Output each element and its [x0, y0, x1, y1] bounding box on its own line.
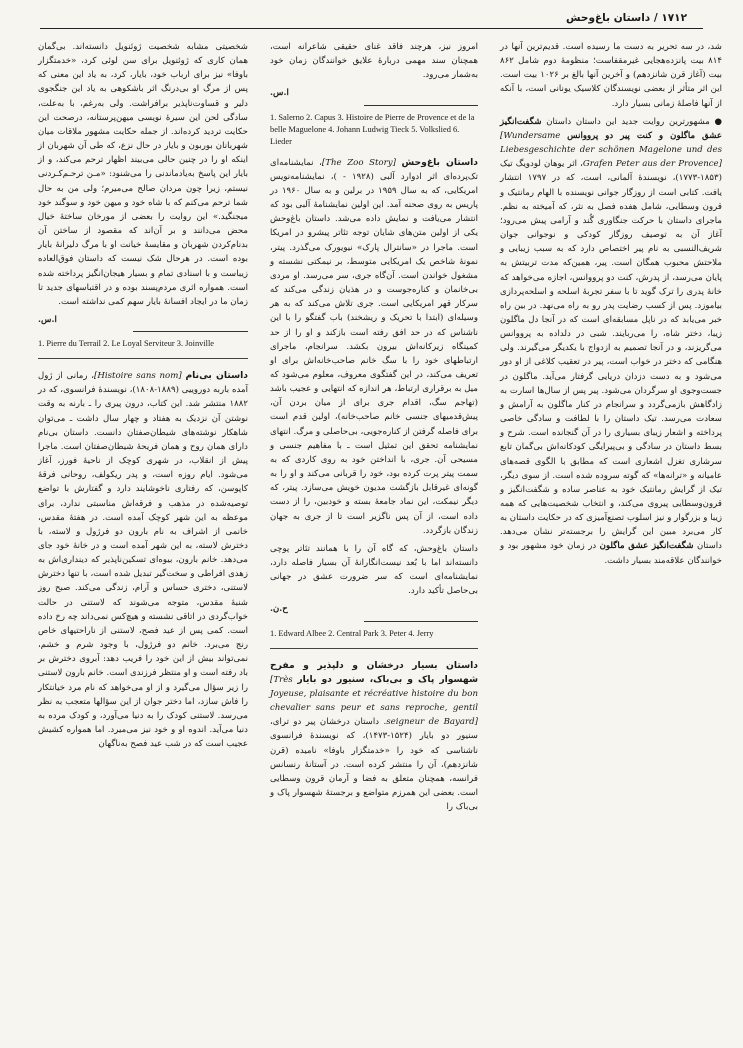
author-initials: ا.س. [38, 314, 57, 325]
header-rule [40, 28, 703, 29]
footnote-separator [133, 331, 249, 332]
body-text-end: در زمان خود مشهور بود و خوانندگان علاقه‌مند بسیار داشت. [500, 541, 722, 566]
author-initials: ا.س. [270, 88, 289, 99]
author-initials: ح.ن. [270, 604, 288, 615]
entry-title: داستان باغ‌وحش [401, 156, 478, 168]
latin-title: [Wundersame Liebesgeschichte der schönen Magelone und des Grafen Peter aus der Provence] [500, 130, 723, 170]
latin-title: [The Zoo Story] [321, 157, 396, 168]
column-middle [270, 40, 478, 818]
work-title-inline: شگفت‌انگیز عشق ماگلون [599, 541, 694, 552]
entry-zoo-story [270, 156, 478, 538]
column-right [500, 40, 722, 572]
entry-title: داستان بسیار درخشان و دلپذیر و مفرح شهسوار پاک و بی‌باک، سنیور دو بایار [270, 659, 479, 685]
work-title: شگفت‌انگیز عشق ماگلون و کنت پیر دو پرووانس [500, 116, 723, 141]
body-text: ، رمانی از ژول آمده باربه دوروییی (۱۸۸۹-۱۸۰۸)، نویسندهٔ فرانسوی، که در ۱۸۸۲ منتشر شد. این کتاب، درون پیری را ـ بارنه به وقت نوشتن آن نزدیک به هفتاد و چهار سال داشت ـ می‌توان شاهکار نوشته‌های شیطان‌صفتان دانست. داستان بی‌نام دارای همان روح و همان فریحهٔ شیطان‌صفتان است. ماجرا پیش از انقلاب، در شهری کوچک از ناحیهٔ فورز، آغاز می‌شود. ایام روزه است، و پدر ریکولف، روحانی فرقهٔ کاپوسن، که رفتاری ناخوشایند دارد و گفتارش با تواضع توصیه‌شده در مذهب و فرقه‌اش مناسبتی ندارد، برای موعظه به این شهر کوچک آمده است. در هفتهٔ مقدس، خانمی از اشراف به نام بارون دو فرژول و لاسته، با دخترش لاسته، به این شهر آمده است و در خانهٔ خود جای می‌دهد. خانم بارون، بیوه‌ای تسکین‌ناپذیر که دینداری‌اش به زهدی افراطی و سخت‌گیر تبدیل شده است، با تنها دخترش لاستنی، دختری حساس و آرام، زندگی می‌کند. صبح روز شنبهٔ مقدس، متوجه می‌شوند که لاستنی در حالت خواب‌گردی در اتاقی نشسته و هیچ‌کس نمی‌داند چه رخ داده است. کمی پس از عید فصح، لاستنی از ناراحتیهای خاص رنج می‌برد. خانم دو فرژول، با وجود شرم و خشم، نمی‌تواند بیش از این خود را فریب دهد: آبروی دخترش بر باد رفته است و او منتظر فرزندی است. خانم بارون لاستنی را زیر سؤال می‌گیرد و از او می‌خواهد که نام مرد خیانتکار را فاش سازد، اما دختر جوان از این سؤالها متعجب به نظر می‌رسد. لاستنی کودک را به دنیا می‌آورد، و کودک مرده به دنیا می‌آید. اندوه او و خود نیز می‌میرد. اما همواره کشیش عجیب است که در شب عید فصح به‌ناگهان [38, 371, 248, 750]
latin-title: [Très Joyeuse, plaisante et récréative histoire du bon chevalier sans peur et sans reproche, gentil seigneur de Bayard] [270, 674, 478, 728]
column-left [38, 40, 248, 755]
paragraph-magelone [500, 115, 722, 568]
body-text: ، اثر یوهان لودویگ تیک (۱۸۵۳-۱۷۷۳)، نویسندهٔ آلمانی، است، که در ۱۷۹۷ انتشار یافت. کتابی است از روزگار جوانی نویسنده با الهام رمانتیک و قرون وسطایی، شامل هفده فصل به نثر، که آمیخته به نظم. ماجرای داستان با حرکت جنگاوری گُند و آرامی پیش می‌رود؛ آغاز آن به توصیف روزگار کودکی و نوجوانی جوان شریف‌النسبی به نام پیر اختصاص دارد که به سبب زیبایی و ملاحتش محبوب همگان است. پیر، همین‌که مدت تربیتش به پایان می‌رسد، از پدرش، کنت دو پرووانس، اجازه می‌خواهد که خانهٔ پدری را ترک گوید تا با سفر تجربهٔ اسلحه و اسلحه‌پردازی بیاموزد. پس از کسب رضایت پدر رو به راه می‌نهد. در بین راه خبر می‌یابد که در ناپل مسابقه‌ای است که در آنجا دل ماگلون زیبا، دختر شاه، را می‌ربایند. شبی در دلداده به پرووانس می‌گریزند، و در آنجا تصمیم به ازدواج با یکدیگر می‌گیرند. ولی هنگامی که دختر در خواب است، پیر در تعقیب کلاغی از او دور می‌شود و به دست دزدان دریایی گرفتار می‌آید. ماگلون در جست‌وجوی او سرگردان می‌شود. پیر پس از سال‌ها اسارت به زادگاهش بازمی‌گردد و سرانجام در کنار ماگلون به آرامش و سعادت می‌رسد. تیک داستان را با لطافت و سادگی خاصی پرداخته و اشعار زیبای بسیاری را در آن گنجانده است. شرح و بسط داستان در سادگی و بی‌پیرایگی کودکانه‌اش بی‌گمان تابع سرشاری تغزل اشعاری است که مطابق با الگوی قصه‌های عامیانه و «ترانه‌ها» که گوته سروده شده است. از سوی دیگر، تیک از گرایش رمانتیک خود به عناصر ساده و شگفت‌انگیز و قرون‌وسطایی پیروی می‌کند، و انتخاب شخصیت‌هایی که همه زیبا و بزرگوار و نیز اسلوب تصنع‌آمیزی که در حکایت داستان به کار می‌برد مبین این گرایش را برجسته‌تر نشان می‌دهد. داستان [500, 159, 722, 552]
running-header: ۱۷۱۲ / داستان باغ‌وحش [566, 12, 687, 24]
latin-title: [Histoire sans nom] [93, 371, 182, 382]
body-text: ، نمایشنامه‌ای تک‌پرده‌ای اثر ادوارد آلبی (۱۹۲۸ - )، نمایشنامه‌نویس امریکایی، که به سال ۱۹۵۹ در برلین و به سال ۱۹۶۰ در پاریس به روی صحنه آمد. این اولین نمایشنامهٔ آلبی بود که انتشار می‌یافت و نمایش داده می‌شد. داستان باغ‌وحش یکی از اولین متن‌های شایان توجه تئاتر پیشرو در امریکا است. ماجرا در «سانترال پارک» نیویورک می‌گذرد. پیتر، نمونهٔ شاخص یک امریکایی متوسط، بر نیمکتی نشسته و مشغول خواندن است. آن‌گاه جری، سر می‌رسد. او مردی بی‌خانمان و کناره‌جوست و در هذیان زندگی می‌کند که سرکار قهر امریکایی است. جری تلاش می‌کند که به هر وسیله‌ای (ابتدا با تحریک و ریشخند) باب گفتگو را با این ناشناس که در حد افق رفته است بازکند و او را از حد کمینگاه زیرکانه‌اش بیرون بکشد. سرانجام، ماجرای ارتباطهای خود را با سگ خانم صاحب‌خانه‌اش برای او تعریف می‌کند، در این گفتگوی معروف، معلوم می‌شود که میل به برقراری ارتباط، هر اندازه که انتهایی و عجیب باشد (تهاجم سگ، اقدام جری برای از میان بردن آن، پیش‌قدمیهای جنسی خانم صاحب‌خانه)، اولین قدم است برای فاصله گرفتن از کناره‌جویی، بی‌حاصلی و مرگ. انتهای نمایشنامه تحقق این تمثیل است ـ با مفاهیم جنسی و مسیحی آن. جری، با انداختن خود به روی کاردی که به سمت پیتر پرت کرده بود، خود را قربانی می‌کند و او را به گونه‌ای غیرقابل بازگشت مدیون خویش می‌سازد. پیتر، که دیگر نیمکت، این نماد جامعهٔ بسته و خودبین، را از دست داده است، از آن پس ناگزیر است تا از جری به جهان زندگان بازگردد. [270, 157, 479, 536]
section-divider [38, 358, 248, 359]
body-text: . داستان درخشان پیر دو ترای، سنیور دو بایار (۱۵۲۴-۱۴۷۳)، که نویسندهٔ فرانسوی ناشناسی که خود را «خدمتگزار باوفا» نامیده (قرن شانزدهم)، آن را منتشر کرده است. در آستانهٔ رنسانس فرانسه، همچنان متعلق به فضا و آرمان قرون وسطایی است. بعضی این همرزم متواضع و برجستهٔ شهسوار پاک و بی‌باک را [270, 717, 478, 813]
footnote-separator [364, 105, 478, 106]
paragraph: داستان باغ‌وحش، که گاه آن را با همانند تئاتر پوچی دانسته‌اند اما با بُعد نیست‌انگارانهٔ آن بسیار فاصله دارد، نمایشنامه‌ای است که سر ضرورت عشق در جهانی بی‌حاصل تأکید دارد. [270, 543, 478, 597]
paragraph: شخصیتی مشابه شخصیت ژوئنویل دانسته‌اند. بی‌گمان همان کاری که ژوئنویل برای سن لوئی کرد، «خدمتگزار باوفا» نیز برای ارباب خود، بایار، کرد، به یاد این معنی که پس از مرگ او بی‌درنگ اثر باشکوهی به یاد این جنگجوی دلیر و قساوت‌ناپذیر برافراشت. ولی به‌رغم، با به‌علت، سادگی لحن این سیرهٔ نویسی میهن‌پرستانه، درصحت این حکایت تردید کرده‌اند. از جمله حکایت مشهور ملاقات میان شهربانان بوربون و بایار در حال نزع، که طی آن شهربان از اینکه او را در چنین حالی می‌بیند اظهار ترحم می‌کند، و از بایار این پاسخ به‌یادماندنی را می‌شنود: «مـن ترحـم‌کـردنی نیستم، زیرا چون مردان صالح می‌میرم؛ ولی من به حال شما ترحم می‌کنم که با شاه خود و میهن خود و سوگند خود میجنگید.» این روایت را بعضی از مورخان ساختهٔ خیال محض می‌دانند و بر آن‌اند که مقصود از ساختن آن بدنام‌کردن شهربان و مقایسهٔ خیانت او با مرگ دلیرانهٔ بایار بوده است. در هرحال شک نیست که داستان فوق‌العاده زیباست و با اسنادی تمام و بسیار هیجان‌انگیز پرداخته شده است. همواره اثری مردم‌پسند بوده و در اقتباسهای جدید تا زمان ما در ایجاد افسانهٔ بایار سهم کمی نداشته است. [38, 42, 248, 307]
footnotes: 1. Salerno 2. Capus 3. Histoire de Pierre de Provence et de la belle Maguelone 4. Johann Ludwig Tieck 5. Volkslied 6. Lieder [270, 112, 475, 146]
section-divider [270, 648, 478, 649]
bullet-text: ● مشهورترین روایت جدید این داستان داستان [541, 116, 722, 127]
footnotes: 1. Pierre du Terrail 2. Le Loyal Serviteur 3. Joinville [38, 339, 215, 349]
page-title: داستان باغ‌وحش [566, 12, 651, 24]
paragraph: امروز نیز، هرچند فاقد غنای حقیقی شاعرانه است، همچنان سند مهمی دربارهٔ علایق خوانندگان زمان خود به‌شمار می‌رود. [270, 42, 478, 81]
entry-title: داستان بی‌نام [185, 370, 248, 382]
page-number: ۱۷۱۲ [661, 12, 687, 24]
footnotes: 1. Edward Albee 2. Central Park 3. Peter 4. Jerry [270, 628, 434, 638]
entry-histoire-sans-nom [38, 369, 248, 751]
paragraph: شد، در سه تحریر به دست ما رسیده است. قدیم‌ترین آنها در ۸۱۴ بیت پانزده‌هجایی غیرمقفاست؛ منظومهٔ دوم شامل ۸۶۲ بیت (آغاز قرن شانزدهم) و آخرین آنها بالغ بر ۱۰۲۶ بیت است. این اثر متأثر از بعضی نویسندگان کلاسیک یونانی است، با آنکه از آنها فاصلهٔ زمانی بسیار دارد. [500, 42, 722, 109]
entry-bayard [270, 659, 478, 815]
footnote-separator [364, 621, 478, 622]
page-header [40, 8, 703, 26]
